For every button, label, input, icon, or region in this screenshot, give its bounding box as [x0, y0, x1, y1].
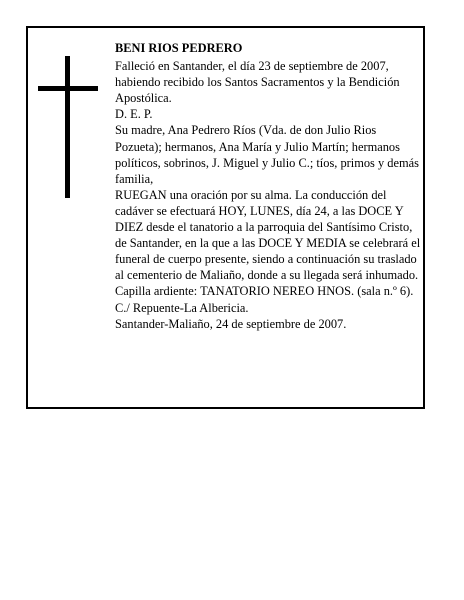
- cross-horizontal-bar: [38, 86, 98, 91]
- notice-text: [115, 40, 421, 332]
- deceased-name: BENI RIOS PEDRERO: [115, 41, 243, 55]
- family-paragraph: Su madre, Ana Pedrero Ríos (Vda. de don Julio Rios Pozueta); hermanos, Ana María y Julio Martín; hermanos políticos, sobrinos, J. Miguel y Julio C.; tíos, primos y demás familia,: [115, 123, 419, 186]
- place-date-line: Santander-Maliaño, 24 de septiembre de 2007.: [115, 316, 347, 331]
- obituary-notice: [26, 26, 425, 409]
- death-notice-paragraph: Falleció en Santander, el día 23 de septiembre de 2007, habiendo recibido los Santos Sacramentos y la Bendición Apostólica.: [115, 59, 400, 106]
- cross-icon: [38, 56, 98, 198]
- rip-line: D. E. P.: [115, 107, 153, 122]
- cross-vertical-bar: [65, 56, 70, 198]
- funeral-details-paragraph: RUEGAN una oración por su alma. La conducción del cadáver se efectuará HOY, LUNES, día 24, a las DOCE Y DIEZ desde el tanatorio a la parroquia del Santísimo Cristo, de Santander, en la que a las DOCE Y MEDIA se celebrará el funeral de cuerpo presente, siendo a continuación su traslado al cementerio de Maliaño, donde a su llegada será inhumado. Capilla ardiente: TANATORIO NEREO HNOS. (sala n.º 6). C./ Repuente-La Albericia.: [115, 187, 421, 315]
